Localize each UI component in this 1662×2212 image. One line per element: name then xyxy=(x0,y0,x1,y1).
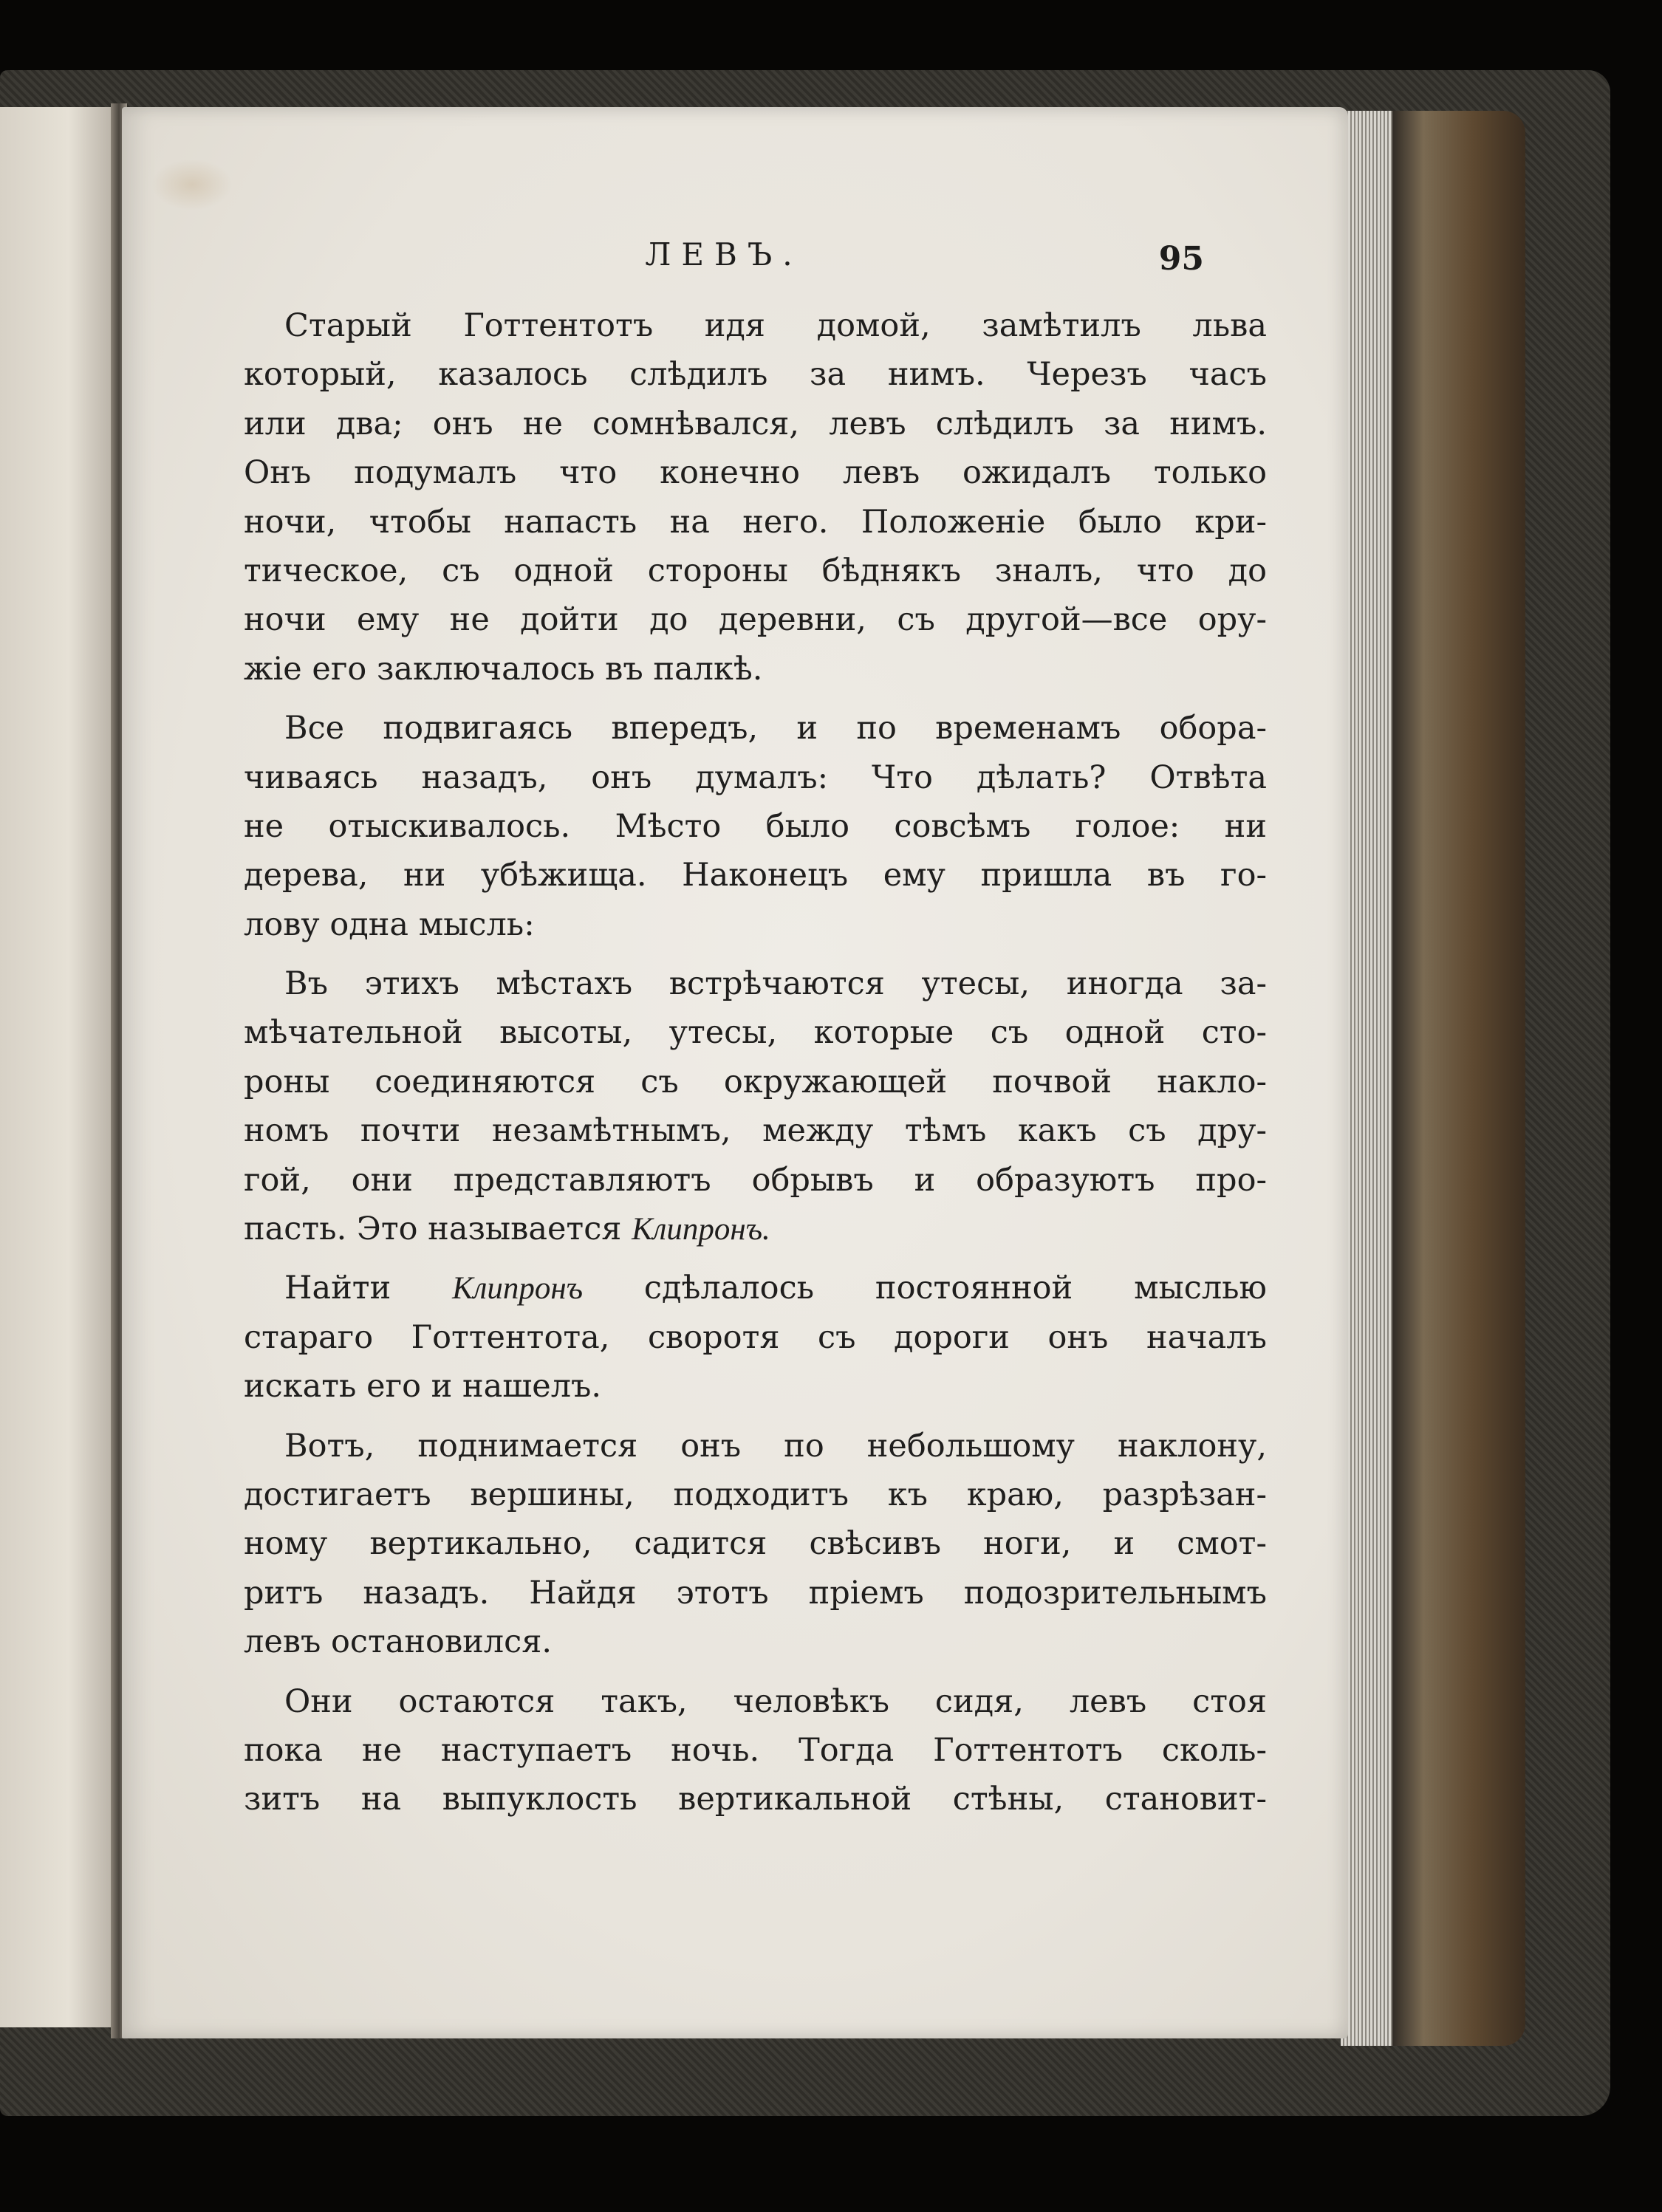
text-line: чиваясь назадъ, онъ думалъ: Что дѣлать? Отвѣта xyxy=(244,759,1267,796)
paragraph xyxy=(244,1677,1267,1824)
text-line: Вотъ, поднимается онъ по небольшому наклону, xyxy=(284,1427,1267,1465)
text-line: Въ этихъ мѣстахъ встрѣчаются утесы, иногда за- xyxy=(284,965,1267,1003)
text-line: гой, они представляютъ обрывъ и образуютъ про- xyxy=(244,1161,1267,1199)
text-line: зитъ на выпуклость вертикальной стѣны, становит- xyxy=(244,1781,1267,1818)
text-line: тическое, съ одной стороны бѣднякъ зналъ, что до xyxy=(244,552,1267,589)
text-line: достигаетъ вершины, подходитъ къ краю, разрѣзан- xyxy=(244,1476,1267,1513)
body-text xyxy=(244,301,1267,1824)
page-stack-edge xyxy=(1341,111,1392,2046)
text-line: Они остаются такъ, человѣкъ сидя, левъ стоя xyxy=(284,1682,1267,1720)
text-line: который, казалось слѣдилъ за нимъ. Черезъ часъ xyxy=(244,356,1267,394)
text-line: лову одна мысль: xyxy=(244,905,535,943)
text-line: ночи ему не дойти до деревни, съ другой—все ору- xyxy=(244,601,1267,639)
text-line: не отыскивалось. Мѣсто было совсѣмъ голое: ни xyxy=(244,807,1267,845)
paragraph xyxy=(244,704,1267,949)
text-line: жіе его заключалось въ палкѣ. xyxy=(244,650,763,688)
text-line: искать его и нашелъ. xyxy=(244,1368,602,1405)
paragraph xyxy=(244,959,1267,1253)
text-line: Онъ подумалъ что конечно левъ ожидалъ только xyxy=(244,454,1267,492)
page-stain xyxy=(151,159,233,210)
text-line: ритъ назадъ. Найдя этотъ пріемъ подозрительнымъ xyxy=(244,1574,1267,1612)
paragraph xyxy=(244,1422,1267,1667)
paragraph xyxy=(244,1264,1267,1411)
text-line: стараго Готтентота, своротя съ дороги онъ началъ xyxy=(244,1318,1267,1356)
italic-term: Клипронъ xyxy=(452,1271,584,1307)
text-line: дерева, ни убѣжища. Наконецъ ему пришла въ го- xyxy=(244,857,1267,894)
text-line: номъ почти незамѣтнымъ, между тѣмъ какъ съ дру- xyxy=(244,1112,1267,1150)
text-line: Старый Готтентотъ идя домой, замѣтилъ льва xyxy=(284,307,1267,344)
text-line: ночи, чтобы напасть на него. Положеніе было кри- xyxy=(244,503,1267,541)
text-line: мѣчательной высоты, утесы, которые съ одной сто- xyxy=(244,1014,1267,1052)
text-line xyxy=(244,1264,1267,1312)
paragraph xyxy=(244,301,1267,694)
italic-term: Клипронъ. xyxy=(632,1212,770,1247)
page-number: 95 xyxy=(1158,240,1204,278)
book-page xyxy=(122,107,1348,2038)
text-segment: пасть. Это называется xyxy=(244,1211,632,1248)
text-line: роны соединяются съ окружающей почвой накло- xyxy=(244,1063,1267,1100)
text-line: или два; онъ не сомнѣвался, левъ слѣдилъ за нимъ. xyxy=(244,405,1267,442)
text-line: пока не наступаетъ ночь. Тогда Готтентотъ сколь- xyxy=(244,1731,1267,1769)
text-line: ному вертикально, садится свѣсивъ ноги, и смот- xyxy=(244,1525,1267,1563)
text-line: левъ остановился. xyxy=(244,1623,553,1661)
left-page-edge xyxy=(0,107,114,2027)
text-segment: сдѣлалось постоянной мыслью xyxy=(583,1270,1267,1307)
text-line: Все подвигаясь впередъ, и по временамъ обора- xyxy=(284,710,1267,747)
running-title: ЛЕВЪ. xyxy=(645,236,803,273)
text-segment: Найти xyxy=(284,1270,453,1307)
text-line xyxy=(244,1205,1267,1253)
